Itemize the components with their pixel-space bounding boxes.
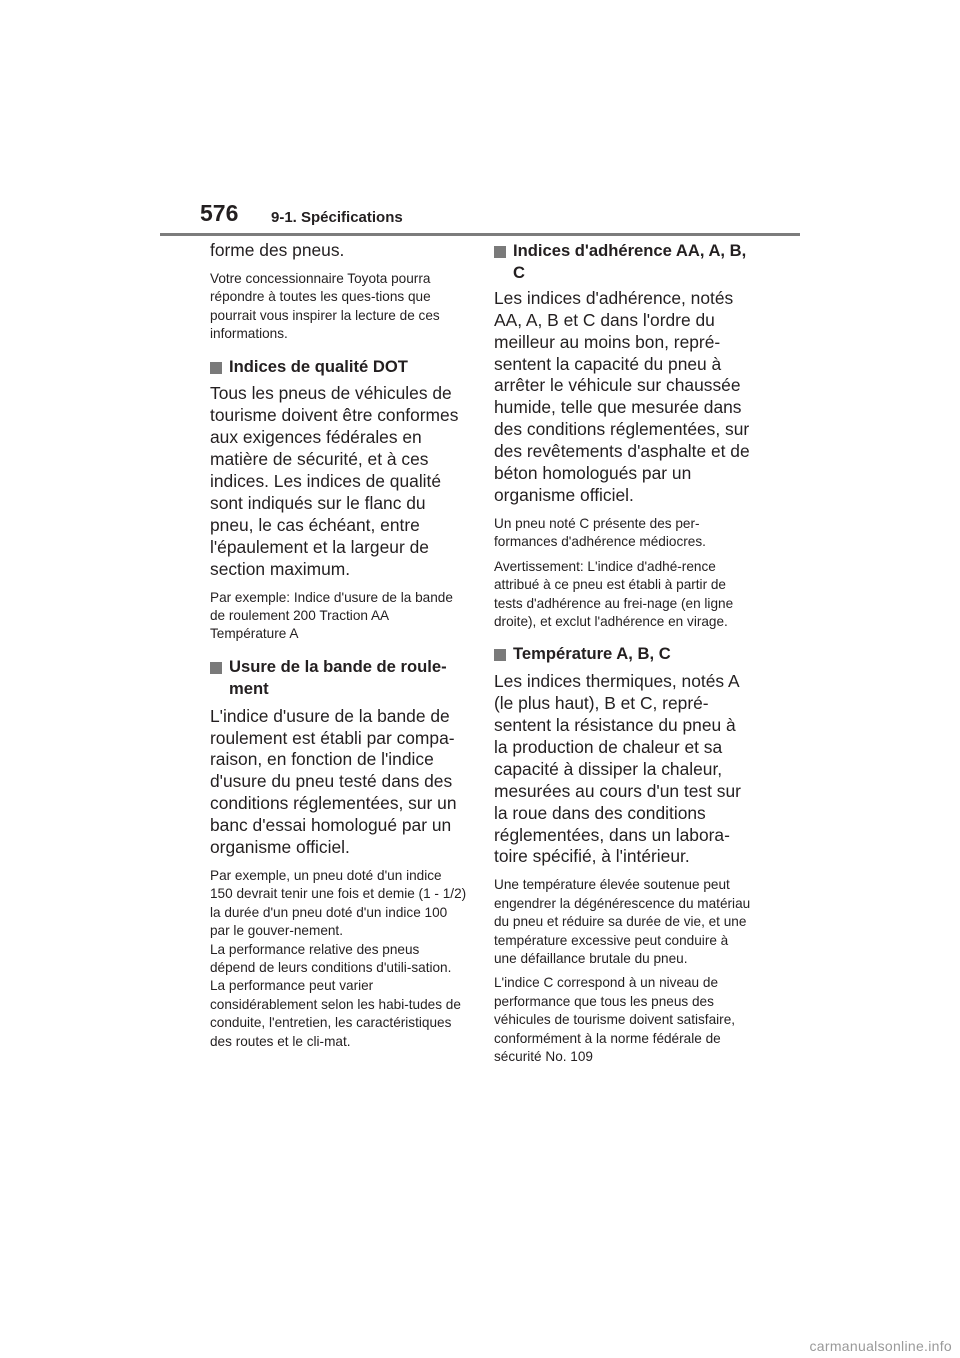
page-number: 576 (200, 200, 239, 226)
intro-note: Votre concessionnaire Toyota pourra répondre à toutes les ques-tions que pourrait vous inspirer la lecture de ces informations. (210, 270, 440, 342)
wear-example: Par exemple, un pneu doté d'un indice 150 devrait tenir une fois et demie (1 - 1/2) la durée d'un pneu doté d'un indice 100 par le gouver-nement. (210, 867, 467, 939)
dot-example: Par exemple: Indice d'usure de la bande de roulement 200 Traction AA Température A (210, 589, 453, 642)
traction-note-1: Un pneu noté C présente des per-formances d'adhérence médiocres. (494, 515, 706, 550)
watermark: carmanualsonline.info (809, 1338, 952, 1354)
dot-body: Tous les pneus de véhicules de tourisme doivent être conformes aux exigences fédérales en matière de sécurité, et à ces indices. Les indices de qualité sont indiqués sur le flanc du pneu, le cas échéant, entre l'épaulement et la largeur de section maximum. (210, 383, 459, 579)
temperature-heading-text: Température A, B, C (513, 644, 671, 664)
bullet-square-icon (210, 662, 222, 674)
dot-heading-text: Indices de qualité DOT (229, 356, 408, 376)
wear-body: L'indice d'usure de la bande de roulement est établi par compa-raison, en fonction de l'indice d'usure du pneu testé dans des conditions réglementées, sur un banc d'essai homologué par un organisme officiel. (210, 705, 457, 858)
wear-heading (210, 656, 468, 700)
bullet-square-icon (494, 649, 506, 661)
left-column (210, 240, 468, 1051)
section-title: 9-1. Spécifications (271, 209, 403, 226)
header-rule (160, 233, 800, 236)
temperature-note-2: L'indice C correspond à un niveau de performance que tous les pneus des véhicules de tourisme doivent satisfaire, conformément à la norme fédérale de sécurité No. 109 (494, 975, 736, 1065)
temperature-heading (494, 643, 752, 665)
traction-note-2: Avertissement: L'indice d'adhé-rence attribué à ce pneu est établi à partir de tests d'adhérence au frei-nage (en ligne droite), et exclut l'adhérence en virage. (494, 558, 734, 629)
traction-heading-text: Indices d'adhérence AA, A, B, C (513, 241, 747, 282)
traction-heading (494, 240, 752, 284)
dot-heading (210, 356, 468, 378)
bullet-square-icon (494, 246, 506, 258)
bullet-square-icon (210, 362, 222, 374)
wear-heading-text: Usure de la bande de roule-ment (229, 656, 447, 698)
traction-body: Les indices d'adhérence, notés AA, A, B et C dans l'ordre du meilleur au moins bon, repré-sentent la capacité du pneu à arrêter le véhicule sur chaussée humide, telle que mesurée dans des conditions réglementées, sur des revêtements d'asphalte et de béton homologués par un organisme officiel. (494, 287, 750, 505)
temperature-note-1: Une température élevée soutenue peut engendrer la dégénérescence du matériau du pneu et réduire sa durée de vie, et une température excessive peut conduire à une défaillance brutale du pneu. (494, 877, 751, 966)
wear-note: La performance relative des pneus dépend de leurs conditions d'utili-sation. La performance peut varier considérablement selon les habi-tudes de conduite, l'entretien, les caractéristiques des routes et le cli-mat. (210, 941, 461, 1049)
right-column (494, 240, 752, 1066)
intro-tail: forme des pneus. (210, 240, 345, 260)
temperature-body: Les indices thermiques, notés A (le plus haut), B et C, repré-sentent la résistance du pneu à la production de chaleur et sa capacité à dissiper la chaleur, mesurées au cours d'un test sur la roue dans des conditions réglementées, dans un labora-toire spécifié, à l'intérieur. (494, 671, 741, 867)
